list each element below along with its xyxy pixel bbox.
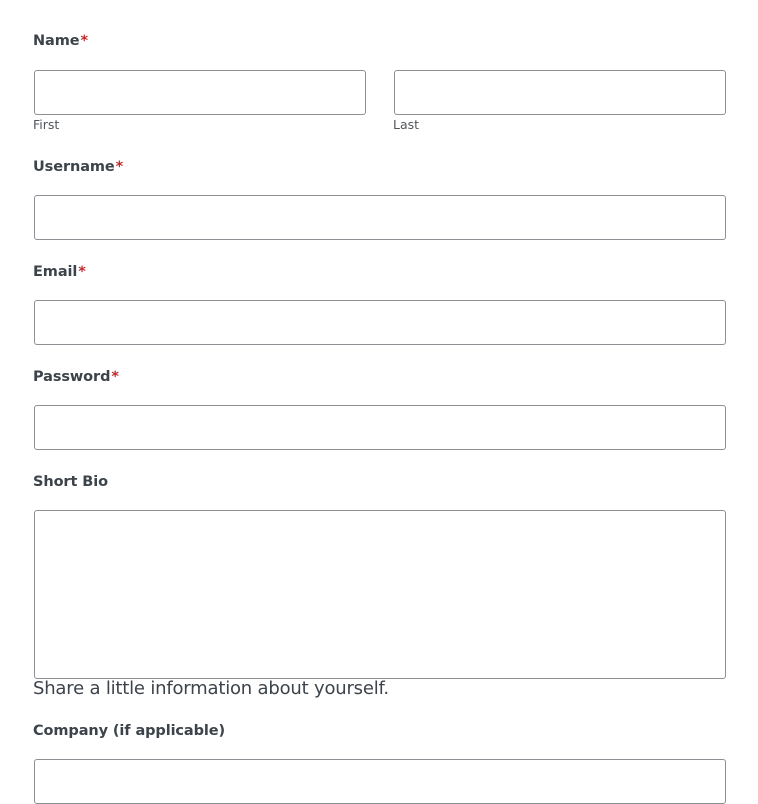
username-required-mark: * [115,159,124,175]
company-label-text: Company (if applicable) [33,723,226,739]
name-required-mark: * [80,33,88,49]
email-label [33,263,86,281]
bio-label-text: Short Bio [33,474,108,490]
name-label-text: Name [33,33,80,49]
password-label-text: Password [33,369,111,385]
last-name-input[interactable] [394,70,726,115]
name-label [33,32,88,50]
email-label-text: Email [33,264,78,280]
email-input[interactable] [34,300,726,345]
username-label-text: Username [33,159,115,175]
bio-textarea[interactable] [34,510,726,679]
username-input[interactable] [34,195,726,240]
password-label [33,368,119,386]
bio-description: Share a little information about yourself. [33,678,389,699]
first-name-sublabel: First [33,117,60,132]
email-required-mark: * [78,264,86,280]
username-label [33,158,123,176]
first-name-input[interactable] [34,70,366,115]
bio-label [33,473,108,491]
company-label [33,722,225,740]
password-input[interactable] [34,405,726,450]
password-required-mark: * [111,369,119,385]
company-input[interactable] [34,759,726,804]
last-name-sublabel: Last [393,117,420,132]
